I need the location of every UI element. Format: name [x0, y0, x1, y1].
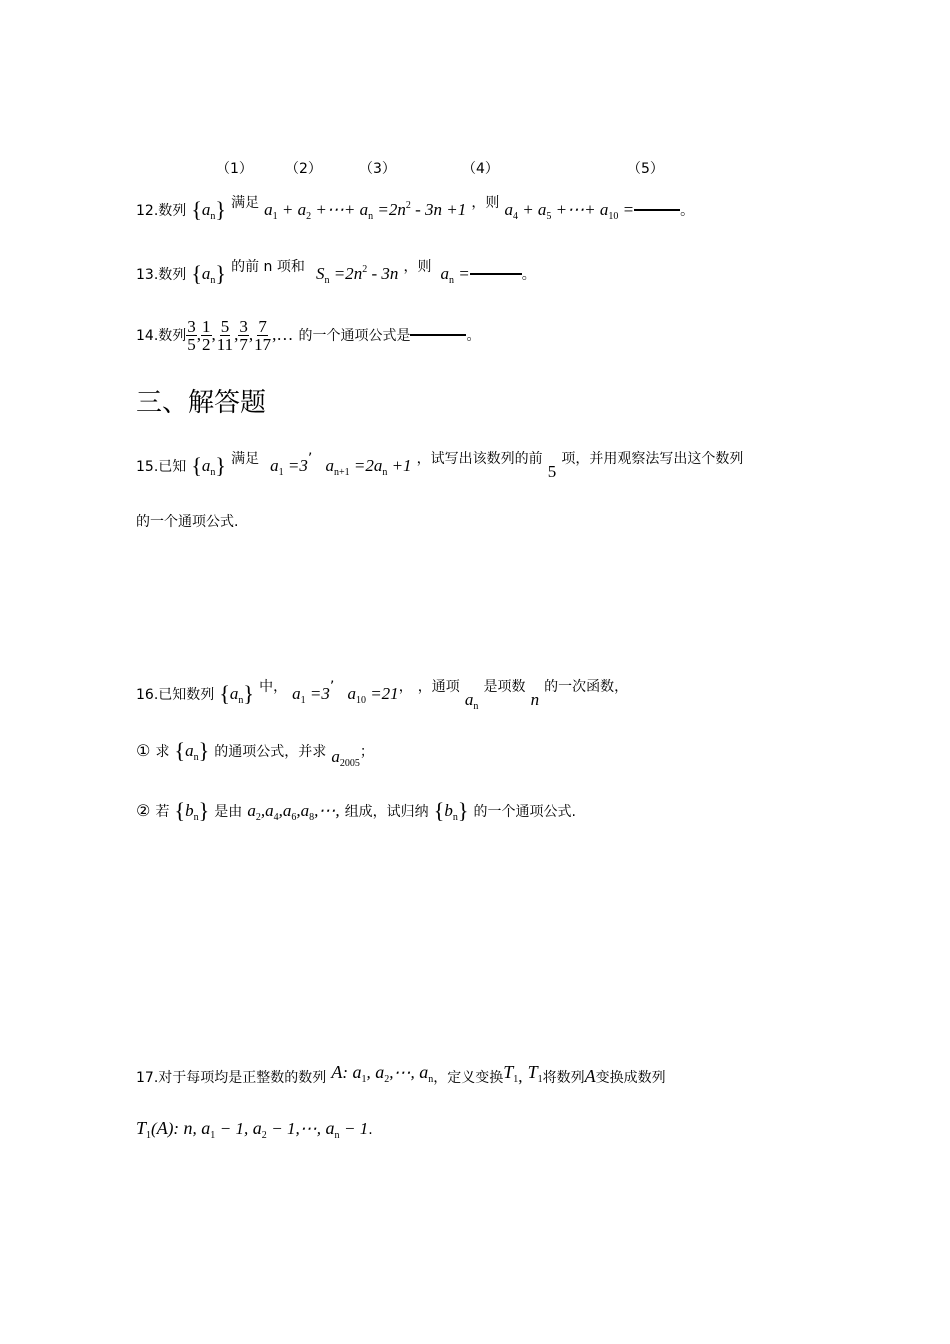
- q17-number: 17.对于每项均是正整数的数列: [136, 1070, 327, 1086]
- q17-a: A: [584, 1066, 596, 1086]
- q17-t1: $T_1$: [503, 1062, 519, 1085]
- question-17: 17.对于每项均是正整数的数列 A: $a_1$, $a_2,\cdots$, $a_n$，定义变换$T_1$, $T_1$将数列A变换成数列: [136, 1062, 666, 1086]
- q12-answer-blank[interactable]: [634, 209, 680, 211]
- figure-label-5: （5）: [627, 161, 664, 177]
- section-title: 三、解答题: [136, 388, 267, 418]
- q16-text-1: 中，: [259, 679, 288, 695]
- q17-t1-b: $T_1$: [527, 1062, 543, 1085]
- q16-a2005: $a_{2005}$: [331, 747, 360, 769]
- q16-seq: $\{a_n\}$: [219, 681, 254, 706]
- question-14: 14.数列 $\frac{3}{5}$ , $\frac{1}{2}$ , $\frac{5}{11}$ , $\frac{3}{7}$ , $\frac{7}{17}$ ,… 的一个通项公式是 。: [136, 317, 481, 354]
- q13-end: 。: [521, 267, 536, 283]
- q14-fraction-1: $\frac{3}{5}$: [187, 317, 196, 354]
- q13-number: 13.数列: [136, 267, 187, 283]
- figure-label-4: （4）: [462, 161, 499, 177]
- q13-seq: $\{a_n\}$: [191, 261, 226, 286]
- q14-number: 14.数列: [136, 328, 187, 344]
- q14-tail: ,…: [272, 325, 294, 344]
- q14-fraction-4: $\frac{3}{7}$: [239, 317, 248, 354]
- q16-part-2-terms: $a_2,a_4,a_6,a_8,\cdots$,: [247, 801, 340, 823]
- q16-part-1-seq: $\{a_n\}$: [174, 738, 210, 763]
- figure-label-1: （1）: [216, 161, 253, 177]
- q16-part-1: [136, 738, 374, 769]
- q12-number: 12.数列: [136, 203, 187, 219]
- q12-seq: $\{a_n\}$: [191, 197, 226, 222]
- q15-text-2: ，试写出该数列的前: [416, 451, 543, 467]
- q13-sn-formula: $S_n =2n^2 - 3n$: [315, 264, 399, 286]
- q12-text-2: ，则: [471, 195, 500, 211]
- q16-part-2-seq-b2: $\{b_n\}$: [433, 798, 469, 823]
- q15-seq: $\{a_n\}$: [191, 453, 226, 478]
- q14-fraction-5: $\frac{7}{17}$: [254, 317, 272, 354]
- q17-seq-def: A: $a_1$, $a_2,\cdots$, $a_n$: [331, 1062, 434, 1085]
- q17-transform: $T_1(A)$: n, $a_1 - 1$, $a_2$ − 1,⋯, $a_n - 1$: [136, 1118, 369, 1141]
- q16-part-1-end: ；: [359, 744, 374, 760]
- question-15: 15.已知 $\{a_n\}$ 满足 $a_1 =3$’ $a_{n+1} =2a_n +1$ ，试写出该数列的前 5 项，并用观察法写出这个数列: [136, 451, 744, 481]
- q13-text-2: ，则: [403, 259, 432, 275]
- q16-text-3: ，通项: [417, 679, 460, 695]
- figure-label-2: （2）: [285, 161, 322, 177]
- q17-text-2: 将数列: [542, 1070, 585, 1086]
- question-16: 16.已知数列 $\{a_n\}$ 中， $a_1 =3$’ $a_{10} =21$， ，通项 $a_n$ 是项数 n 的一次函数，: [136, 679, 629, 712]
- q16-an: $a_n$: [464, 690, 479, 712]
- q16-a1: $a_1 =3$: [292, 684, 330, 706]
- q13-an: $a_n$ =: [440, 264, 470, 286]
- q16-part-2-text-a: 若: [155, 804, 170, 820]
- q17-line-2: [136, 1118, 373, 1141]
- q16-part-2-mark: ②: [136, 801, 151, 820]
- q16-part-2-seq-b: $\{b_n\}$: [174, 798, 210, 823]
- question-12: [136, 192, 694, 223]
- q16-part-2-text-d: 的一个通项公式.: [473, 804, 576, 820]
- q15-text-3: 项，并用观察法写出这个数列: [561, 451, 744, 467]
- q12-sum-formula: $a_1 + a_2$ +⋯+ $a_n =2n^2 - 3n +1$: [264, 200, 467, 222]
- q16-text-5: 的一次函数，: [544, 679, 629, 695]
- q16-a10: $a_{10} =21$: [347, 684, 399, 706]
- q17-text-1: ，定义变换: [433, 1070, 504, 1086]
- q17-text-3: 变换成数列: [595, 1070, 666, 1086]
- q17-end: .: [368, 1122, 373, 1138]
- q16-part-2-text-b: 是由: [214, 804, 243, 820]
- q16-part-2-text-c: 组成，试归纳: [344, 804, 429, 820]
- q16-n: n: [530, 690, 540, 709]
- q16-part-1-text-b: 的通项公式，并求: [214, 744, 327, 760]
- q13-text-1: 的前 n 项和: [231, 259, 305, 275]
- q16-text-4: 是项数: [483, 679, 526, 695]
- question-13: [136, 256, 536, 287]
- q12-text-1: 满足: [231, 195, 260, 211]
- q14-fraction-2: $\frac{1}{2}$: [202, 317, 211, 354]
- q15-number: 15.已知: [136, 459, 187, 475]
- q16-part-2: [136, 798, 576, 824]
- q15-text-1: 满足: [231, 451, 260, 467]
- figure-label-3: （3）: [359, 161, 396, 177]
- q12-target: $a_4 + a_5$ +⋯+ $a_{10}$ =: [504, 200, 635, 222]
- q15-a1: $a_1 =3$: [270, 456, 308, 478]
- q15-line-2: 的一个通项公式.: [136, 514, 239, 530]
- q14-end: 。: [466, 328, 481, 344]
- q16-part-1-text-a: 求: [155, 744, 170, 760]
- q14-fraction-3: $\frac{5}{11}$: [216, 317, 234, 354]
- q12-end: 。: [680, 203, 695, 219]
- q13-answer-blank[interactable]: [470, 273, 522, 275]
- q16-number: 16.已知数列: [136, 687, 215, 703]
- q15-recurrence: $a_{n+1} =2a_n +1$: [325, 456, 412, 478]
- q14-answer-blank[interactable]: [410, 334, 466, 336]
- q14-text-1: 的一个通项公式是: [298, 328, 411, 344]
- q15-five: 5: [547, 462, 557, 481]
- q16-part-1-mark: ①: [136, 741, 151, 760]
